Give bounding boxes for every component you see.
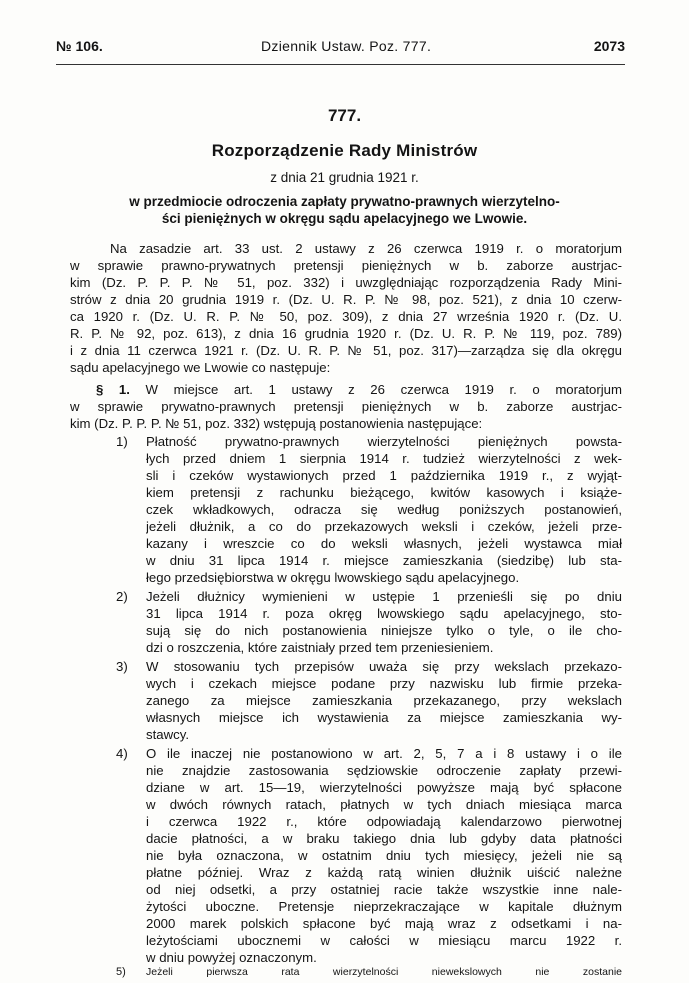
item-line: sli i czeków wystawionych przed 1 października 1919 r., z wyjąt- — [146, 468, 622, 483]
preamble-line: kim (Dz. P. P. P. № 51, poz. 332) i uwzględniając rozporządzenia Rady Mini- — [70, 275, 622, 290]
item-line: żytości uboczne. Pretensje nieprzekraczające w kapitale dłużnym — [146, 899, 622, 914]
item-number: 1) — [116, 434, 128, 449]
item-number: 2) — [116, 589, 128, 604]
journal-title: Dziennik Ustaw. Poz. 777. — [261, 38, 432, 54]
section-1-text: W miejsce art. 1 ustawy z 26 czerwca 1919 r. o moratorjum — [145, 382, 622, 397]
section-line: kim (Dz. P. P. P. № 51, poz. 332) wstępują postanowienia następujące: — [70, 416, 483, 431]
item-line: kazany i wreszcie co do weksli własnych, jeżeli wystawca miał — [146, 536, 622, 551]
item-line: nie była oznaczona, w ostatnim dniu tych miesięcy, jeżeli nie są — [146, 848, 622, 863]
item-line: 2000 marek polskich spłacone być mają wraz z odsetkami i na- — [146, 916, 622, 931]
item-line: Jeżeli pierwsza rata wierzytelności niewekslowych nie zostanie — [146, 966, 622, 978]
preamble-line: i z dnia 11 czerwca 1921 r. (Dz. U. R. P. № 51, poz. 317)—zarządza się dla okręgu — [70, 343, 622, 358]
issue-number: № 106. — [56, 38, 103, 54]
act-number: 777. — [327, 106, 362, 125]
act-title: Rozporządzenie Rady Ministrów — [211, 141, 478, 160]
preamble-line: Na zasadzie art. 33 ust. 2 ustawy z 26 czerwca 1919 r. o moratorjum — [110, 241, 622, 256]
act-date: z dnia 21 grudnia 1921 r. — [270, 170, 419, 185]
item-line: nie znajdzie zastosowania sędziowskie odroczenie zapłaty przewi- — [146, 763, 622, 778]
item-line: W stosowaniu tych przepisów uważa się przy wekslach przekazo- — [146, 659, 622, 674]
item-line: Płatność prywatno-prawnych wierzytelności pieniężnych powsta- — [146, 434, 622, 449]
item-number: 5) — [116, 966, 126, 978]
item-line: w dniu 31 lipca 1914 r. miejsce zamieszkania (siedzibę) lub sta- — [146, 553, 622, 568]
page-number: 2073 — [593, 38, 625, 54]
item-line: kiem pretensji z rachunku bieżącego, kwitów kasowych i książe- — [146, 485, 622, 500]
item-line: 31 lipca 1914 r. poza okręg lwowskiego sądu apelacyjnego, sto- — [146, 606, 622, 621]
item-line: łych przed dniem 1 sierpnia 1914 r. tudzież wierzytelności z wek- — [146, 451, 622, 466]
item-line: O ile inaczej nie postanowiono w art. 2, 5, 7 a i 8 ustawy i o ile — [146, 746, 622, 761]
item-line: jeżeli dłużnik, a co do przekazowych weksli i czeków, jeżeli prze- — [146, 519, 622, 534]
header-rule — [56, 64, 625, 65]
subject-line: w przedmiocie odroczenia zapłaty prywatno-prawnych wierzytelno- — [129, 194, 560, 209]
preamble-line: w sprawie prawno-prywatnych pretensji pieniężnych w b. zaborze austrjac- — [70, 258, 622, 273]
item-line: czek wkładkowych, odracza się według poniższych postanowień, — [146, 502, 622, 517]
act-subject — [70, 193, 619, 227]
preamble-line: R. P. № 92, poz. 613), z dnia 16 grudnia 1920 r. (Dz. U. R. P. № 119, poz. 789) — [70, 326, 622, 341]
preamble-line: ca 1920 r. (Dz. U. R. P. № 50, poz. 309), z dnia 27 września 1920 r. (Dz. U. — [70, 309, 622, 324]
item-line: i czerwca 1922 r., które odpowiadają kalendarzowo pierwotnej — [146, 814, 622, 829]
preamble-line: sądu apelacyjnego we Lwowie co następuje: — [70, 360, 331, 375]
item-line: w dniu powyżej oznaczonym. — [146, 950, 317, 965]
page-header — [56, 36, 625, 58]
section-line: w sprawie prywatno-prawnych pretensji pieniężnych w b. zaborze austrjac- — [70, 399, 622, 414]
item-line: łego przedsiębiorstwa w okręgu lwowskiego sądu apelacyjnego. — [146, 570, 520, 585]
item-line: zanego za miejsce zamieszkania przekazanego, przy wekslach — [146, 693, 622, 708]
item-line: w dwóch równych ratach, płatnych w tych dniach miesiąca marca — [146, 797, 622, 812]
preamble-line: strów z dnia 20 grudnia 1919 r. (Dz. U. R. P. № 98, poz. 521), z dnia 10 czerw- — [70, 292, 622, 307]
item-line: wych i czekach miejsce podane przy nazwisku lub firmie przeka- — [146, 676, 622, 691]
section-label: § 1. — [96, 382, 130, 397]
item-line: od niej odsetki, a przy ostatniej racie także wszystkie inne nale- — [146, 882, 622, 897]
item-line: własnych miejsce ich wystawienia za miejsce zamieszkania wy- — [146, 710, 622, 725]
item-number: 3) — [116, 659, 128, 674]
item-number: 4) — [116, 746, 128, 761]
item-line: leżytościami ubocznemi w całości w miesiącu marcu 1922 r. — [146, 933, 622, 948]
item-line: dzi o roszczenia, które zaistniały przed tem przeniesieniem. — [146, 640, 494, 655]
item-line: płatne później. Wraz z każdą ratą winien dłużnik uiścić należne — [146, 865, 622, 880]
item-line: sują się do nich postanowienia niniejsze tylko o tyle, o ile cho- — [146, 623, 622, 638]
item-line: Jeżeli dłużnicy wymienieni w ustępie 1 przenieśli się po dniu — [146, 589, 622, 604]
section-1-first-line — [96, 381, 622, 398]
subject-line: ści pieniężnych w okręgu sądu apelacyjnego we Lwowie. — [161, 211, 528, 226]
item-line: stawcy. — [146, 727, 189, 742]
item-line: dziane w art. 15—19, wierzytelności powyższe mają być spłacone — [146, 780, 622, 795]
item-line: dacie płatności, a w braku takiego dnia lub gdyby data płatności — [146, 831, 622, 846]
